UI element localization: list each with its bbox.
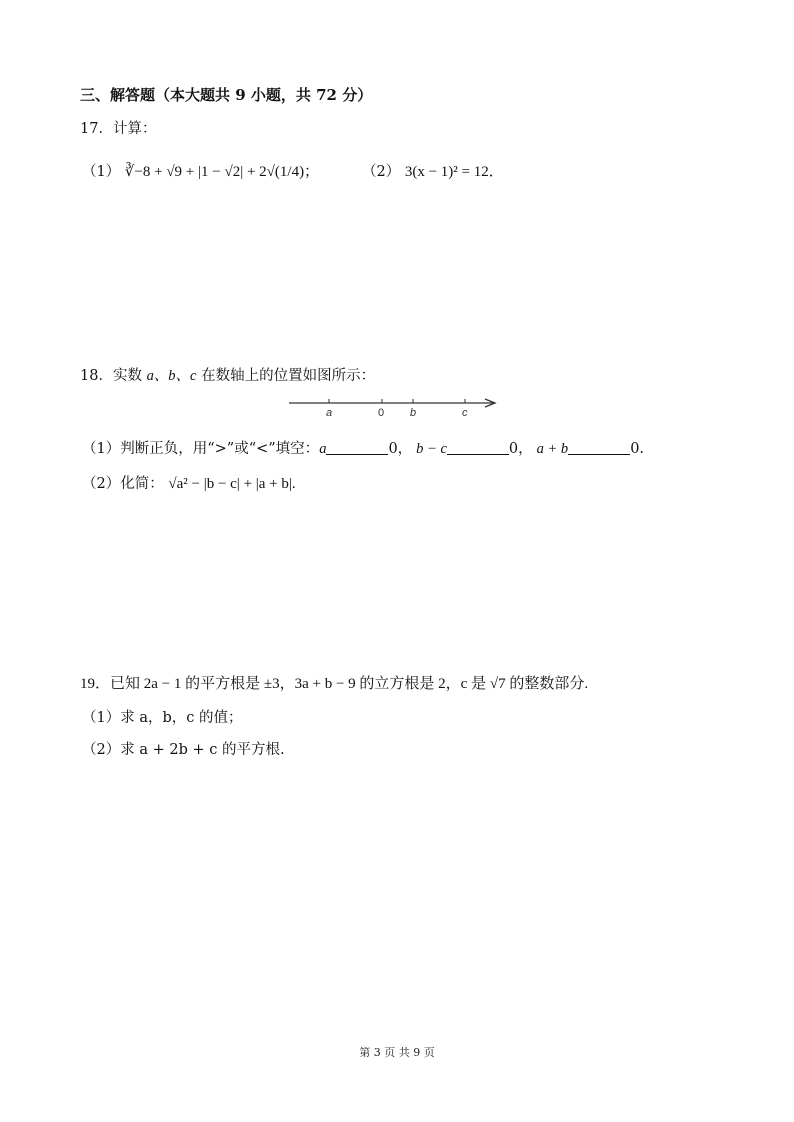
question-18-title: [80, 364, 375, 385]
blank-3-tail: 0.: [630, 441, 645, 457]
part-1-label: （1）: [82, 441, 121, 457]
part-1-text: 判断正负，用“>”或“<”填空：: [120, 441, 320, 457]
question-19-part-1: [82, 706, 243, 727]
question-17-part-2: [362, 160, 504, 181]
part-2-label: （2）: [362, 164, 401, 180]
part-2-label: （2）: [82, 476, 121, 492]
title-prefix: 18．实数: [80, 368, 147, 384]
blank-2-var: b − c: [416, 441, 447, 457]
title-variables: a、b、c: [146, 368, 197, 384]
section-heading: 三、解答题（本大题共 9 小题，共 72 分）: [80, 86, 373, 104]
blank-1-tail: 0，: [388, 441, 413, 457]
label-b: b: [410, 407, 417, 419]
title-suffix: 在数轴上的位置如图所示：: [196, 368, 376, 384]
blank-3-var: a + b: [536, 441, 569, 457]
question-19-title: 19．已知 2a − 1 的平方根是 ±3，3a + b − 9 的立方根是 2，c 是 √7 的整数部分.: [80, 676, 589, 692]
question-18-part-1: [82, 437, 644, 458]
blank-1-var: a: [319, 441, 327, 457]
label-a: a: [326, 407, 333, 419]
part-1-label: （1）: [82, 164, 121, 180]
page-footer: 第 3 页 共 9 页: [359, 1046, 435, 1059]
part-2-label: （2）: [82, 742, 121, 758]
blank-2-tail: 0，: [508, 441, 533, 457]
question-18-part-2: [82, 472, 296, 493]
answer-blank-3[interactable]: [568, 440, 630, 455]
part-2-text: 求 a + 2b + c 的平方根.: [120, 742, 285, 758]
part-2-expression: 3(x − 1)² = 12．: [404, 164, 504, 180]
label-c: c: [462, 407, 468, 419]
number-line: [285, 394, 505, 420]
question-19-part-2: [82, 738, 285, 759]
label-0: 0: [378, 407, 385, 419]
answer-blank-1[interactable]: [326, 440, 388, 455]
question-17-part-1: [82, 160, 319, 181]
part-2-expression: √a² − |b − c| + |a + b|.: [168, 476, 296, 492]
part-1-text: 求 a，b，c 的值；: [120, 710, 243, 726]
part-1-label: （1）: [82, 710, 121, 726]
part-2-text: 化简：: [120, 476, 164, 492]
question-17-title: 17．计算：: [80, 121, 157, 137]
answer-blank-2[interactable]: [447, 440, 509, 455]
part-1-expression: ∛−8 + √9 + |1 − √2| + 2√(1/4)；: [124, 164, 320, 180]
